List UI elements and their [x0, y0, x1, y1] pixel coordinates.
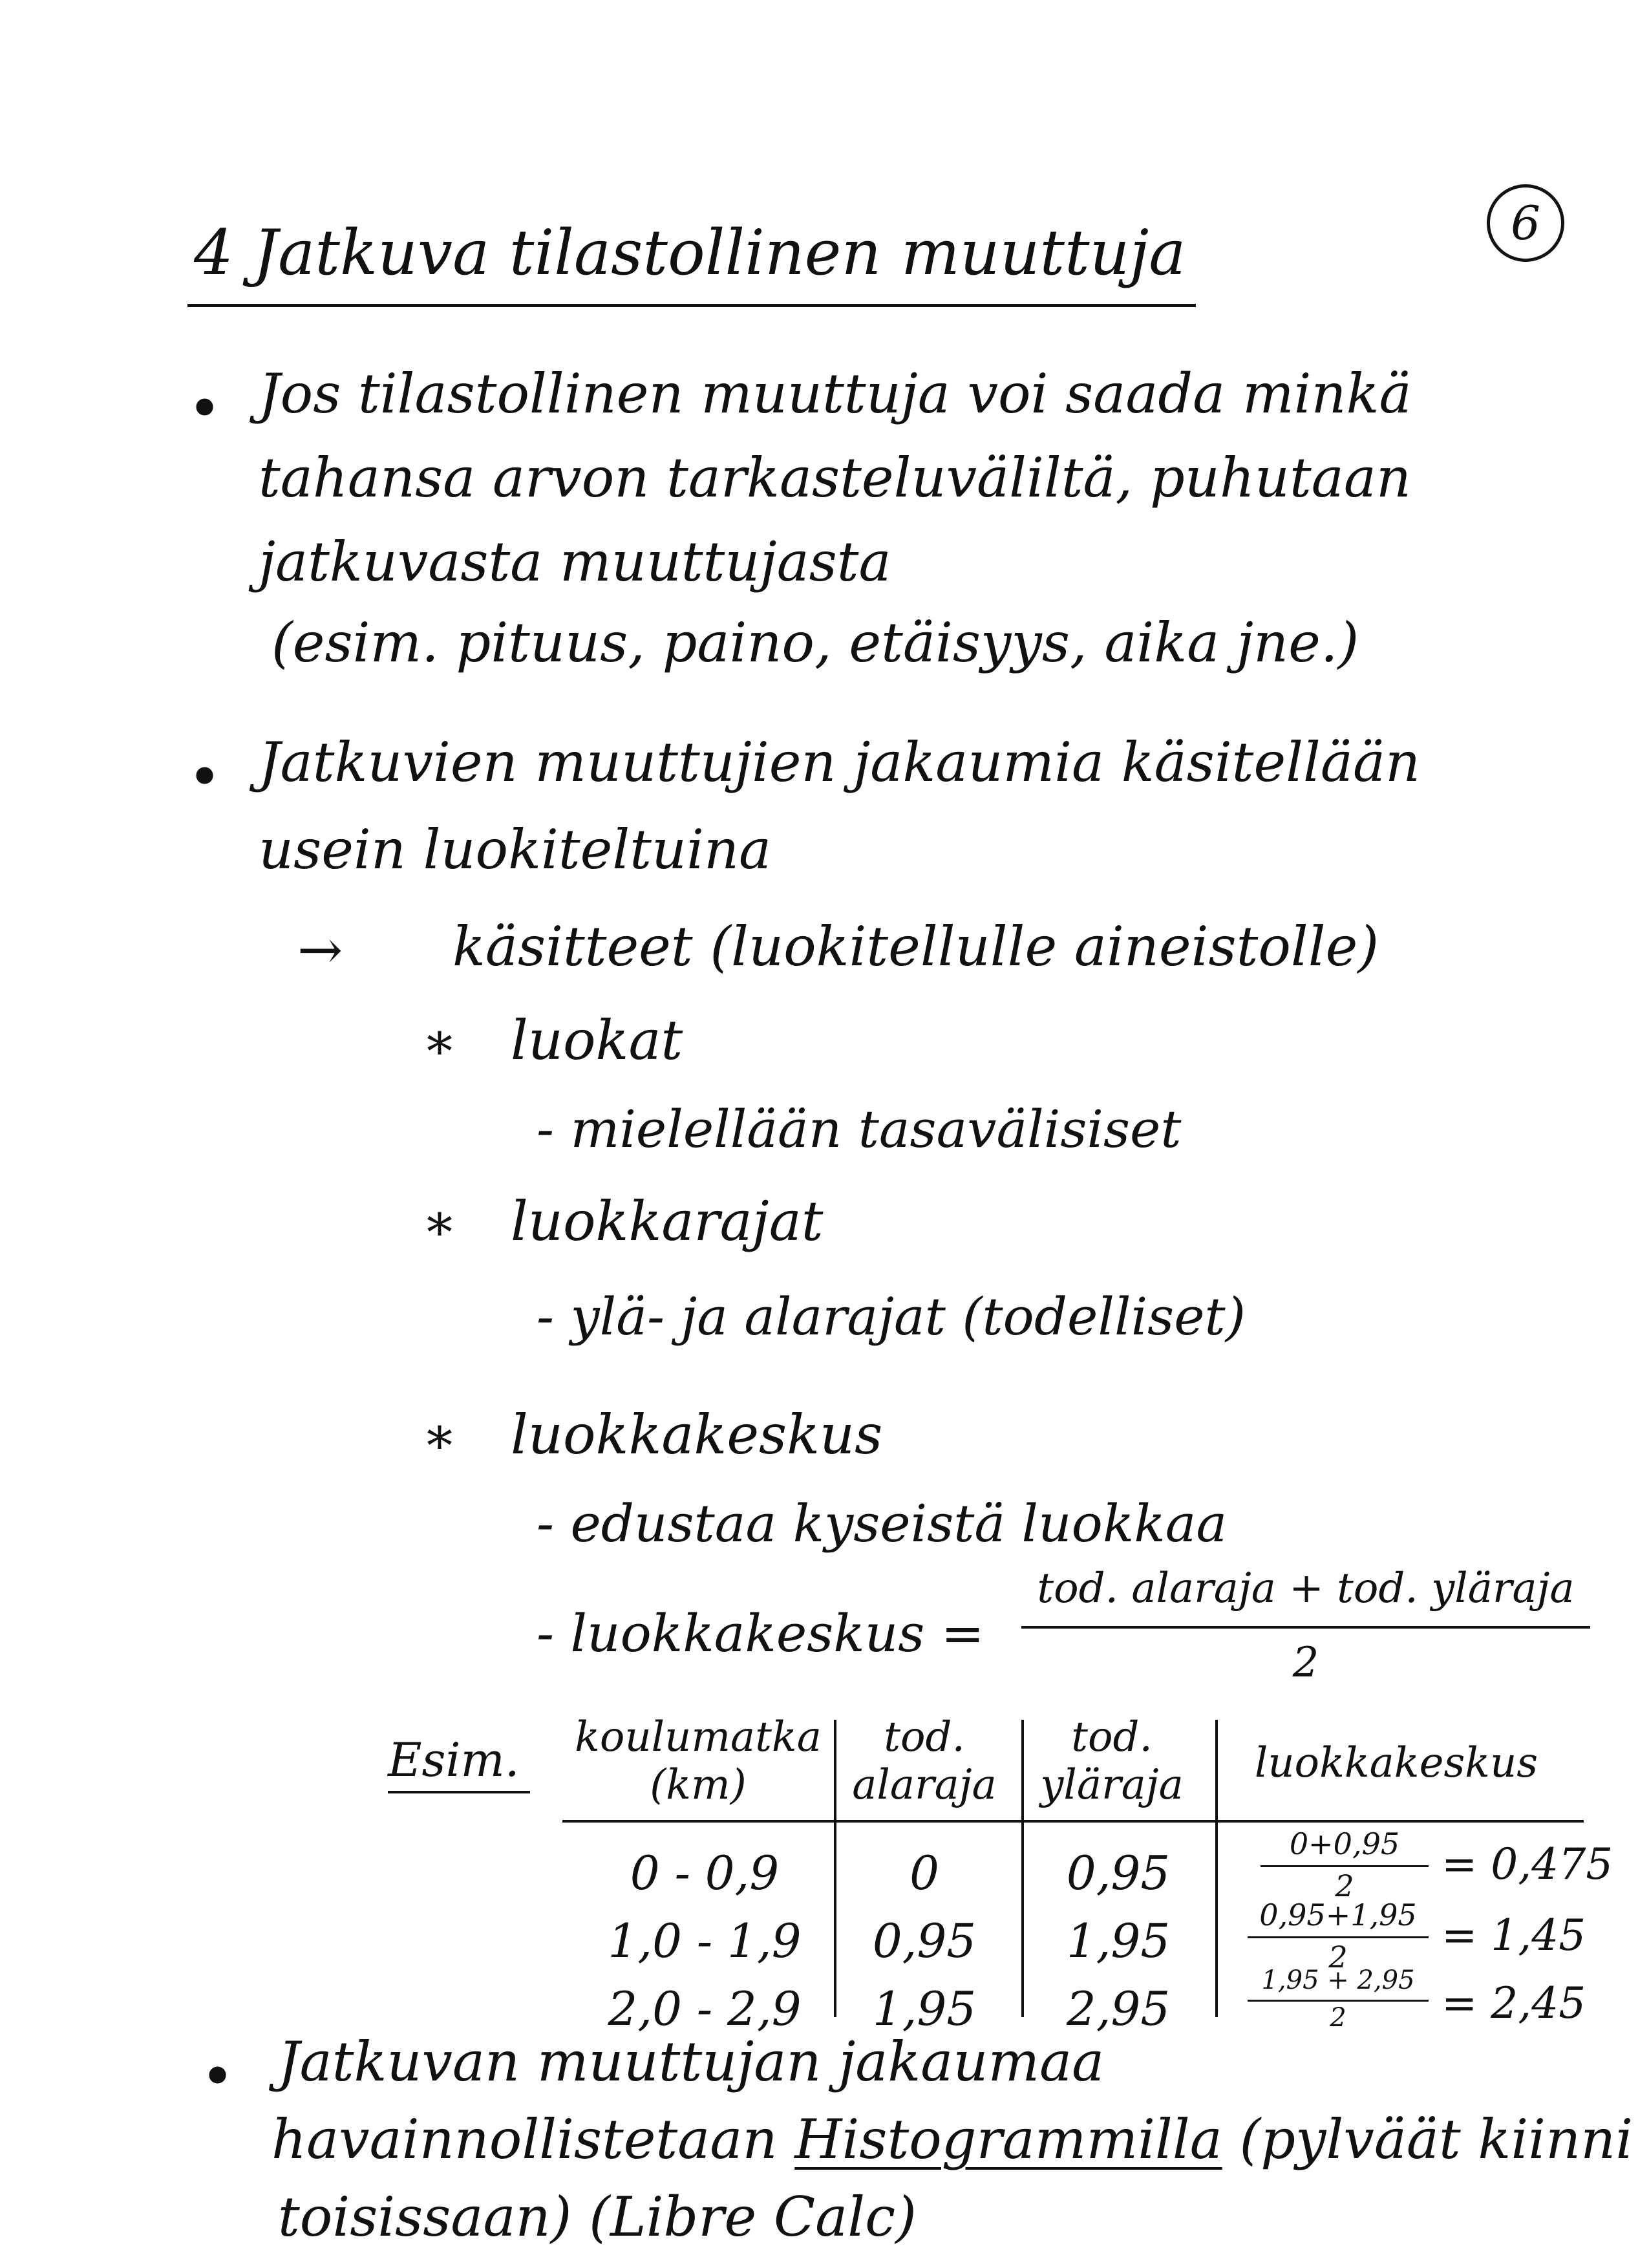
cell-frac-bar — [1248, 2000, 1429, 2002]
cell-high: 1,95 — [1066, 1914, 1171, 1968]
page-number-circle — [1487, 184, 1564, 262]
formula-numerator: tod. alaraja + tod. yläraja — [1037, 1565, 1575, 1612]
cell-frac-num: 0,95+1,95 — [1259, 1898, 1417, 1932]
cell-low: 0,95 — [872, 1914, 977, 1968]
formula-fraction-bar — [1021, 1626, 1590, 1629]
cell-frac-bar — [1248, 1936, 1429, 1938]
bullet-2-dot: • — [187, 744, 222, 811]
arrow-icon: → — [297, 918, 343, 981]
cell-frac-num: 1,95 + 2,95 — [1261, 1965, 1415, 1995]
th-luokkakeskus: luokkakeskus — [1254, 1739, 1538, 1787]
bullet-2-line-1: Jatkuvien muuttujien jakaumia käsitellään — [259, 731, 1421, 794]
example-label-underline — [388, 1791, 530, 1793]
bullet-3-line-3: toisissaan) (Libre Calc) — [278, 2185, 917, 2249]
bullet-1-line-4: (esim. pituus, paino, etäisyys, aika jne.) — [271, 611, 1359, 674]
table-header-rule — [562, 1820, 1584, 1823]
bullet-1-line-1: Jos tilastollinen muuttuja voi saada minkä — [259, 362, 1412, 425]
section-title: 4 Jatkuva tilastollinen muuttuja — [194, 217, 1186, 289]
cell-frac-den: 2 — [1328, 1940, 1348, 1974]
cell-result: = 2,45 — [1442, 1978, 1586, 2028]
bullet-3-line-2-post: (pylväät kiinni — [1222, 2108, 1633, 2171]
cell-frac-den: 2 — [1335, 1868, 1354, 1903]
histogram-term: Histogrammilla — [794, 2108, 1222, 2171]
item-luokkakeskus-sub: - edustaa kyseistä luokkaa — [537, 1493, 1228, 1554]
table-divider-2 — [1021, 1720, 1024, 2017]
bullet-3-line-1: Jatkuvan muuttujan jakaumaa — [278, 2030, 1105, 2093]
cell-range: 2,0 - 2,9 — [608, 1982, 802, 2036]
cell-result: = 1,45 — [1442, 1910, 1586, 1960]
star-3: * — [427, 1416, 452, 1476]
star-2: * — [427, 1203, 452, 1263]
example-label: Esim. — [388, 1733, 520, 1787]
th-koulumatka: koulumatka (km) — [575, 1713, 822, 1809]
table-divider-3 — [1215, 1720, 1218, 2017]
star-1: * — [427, 1022, 452, 1082]
item-luokat-sub: - mielellään tasavälisiset — [537, 1099, 1182, 1159]
formula-lhs: - luokkakeskus = — [537, 1603, 984, 1664]
bullet-1-dot: • — [187, 375, 222, 443]
bullet-2-line-2: usein luokiteltuina — [259, 818, 772, 881]
cell-high: 0,95 — [1066, 1846, 1171, 1900]
cell-low: 0 — [910, 1846, 939, 1900]
bullet-3-line-2-pre: havainnollistetaan — [271, 2108, 795, 2171]
cell-result: = 0,475 — [1442, 1839, 1613, 1889]
item-luokat: luokat — [511, 1009, 683, 1072]
cell-high: 2,95 — [1066, 1982, 1171, 2036]
bullet-1-line-3: jatkuvasta muuttujasta — [259, 530, 891, 594]
cell-frac-bar — [1261, 1865, 1429, 1867]
table-divider-1 — [834, 1720, 836, 2017]
cell-frac-den: 2 — [1330, 2003, 1346, 2033]
formula-denominator: 2 — [1292, 1639, 1319, 1687]
title-underline — [187, 304, 1196, 307]
bullet-1-line-2: tahansa arvon tarkasteluväliltä, puhutaan — [259, 446, 1412, 509]
item-luokkakeskus: luokkakeskus — [511, 1403, 883, 1466]
cell-range: 0 - 0,9 — [630, 1846, 780, 1900]
bullet-3-dot: • — [200, 2043, 235, 2111]
item-luokkarajat: luokkarajat — [511, 1190, 824, 1253]
bullet-3-line-2 — [271, 2108, 1633, 2171]
cell-low: 1,95 — [872, 1982, 977, 2036]
page-number: 6 — [1511, 196, 1540, 250]
cell-frac-num: 0+0,95 — [1289, 1826, 1400, 1861]
item-luokkarajat-sub: - ylä- ja alarajat (todelliset) — [537, 1287, 1246, 1347]
th-alaraja: tod. alaraja — [852, 1713, 997, 1809]
cell-range: 1,0 - 1,9 — [608, 1914, 802, 1968]
concepts-line: käsitteet (luokitellulle aineistolle) — [452, 915, 1379, 978]
th-ylaraja: tod. yläraja — [1040, 1713, 1184, 1809]
